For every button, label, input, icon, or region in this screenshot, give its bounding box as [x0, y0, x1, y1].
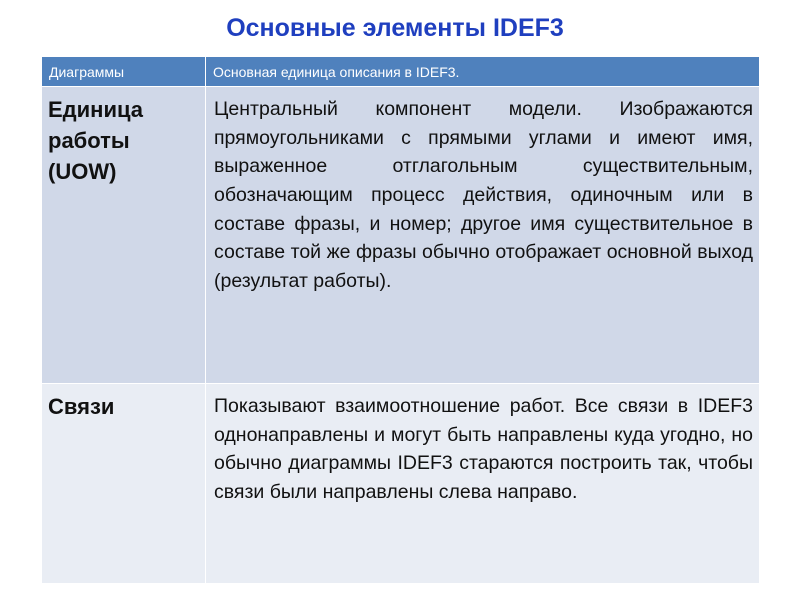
idef3-elements-table	[41, 56, 760, 584]
table-row	[42, 384, 760, 584]
page-title: Основные элементы IDEF3	[226, 14, 564, 42]
table-row	[42, 87, 760, 384]
description-text: Центральный компонент модели. Изображаются прямоугольниками с прямыми углами и имеют имя, выраженное отглагольным существительным, обозначающим процесс действия, одиночным или в составе фразы, и номер; другое имя существительное в составе той же фразы обычно отображает основной выход (результат работы).	[214, 98, 753, 292]
description-cell-links	[206, 384, 760, 584]
table-header-row	[42, 57, 760, 87]
term-cell-links: Связи	[42, 384, 206, 584]
header-cell-description: Основная единица описания в IDEF3.	[206, 57, 760, 87]
description-text: Показывают взаимоотношение работ. Все связи в IDEF3 однонаправлены и могут быть направлены куда угодно, но обычно диаграммы IDEF3 стараются построить так, чтобы связи были направлены слева направо.	[214, 395, 753, 503]
header-cell-diagrams: Диаграммы	[42, 57, 206, 87]
term-cell-uow: Единица работы (UOW)	[42, 87, 206, 384]
description-cell-uow	[206, 87, 760, 384]
